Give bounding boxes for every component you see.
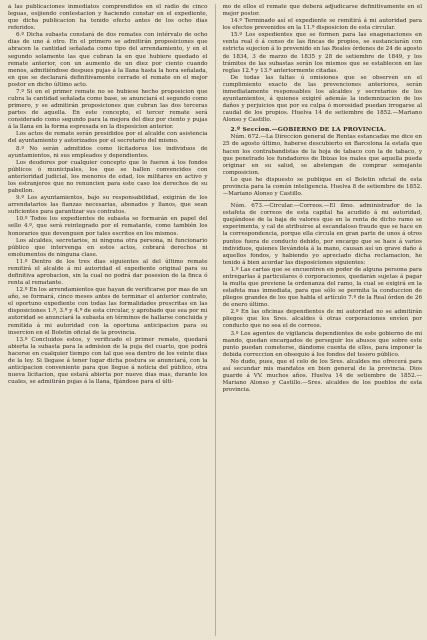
paragraph: Lo que he dispuesto se publique en el Boletin oficial de esta provincia para la común inteligencia. Huelva 8 de setiembre de 1852.—Mariano Alonso y Castillo. [222,176,423,198]
paragraph: 8.º No serán admitidos como licitadores los individuos de ayuntamientos, ni sus empleados y dependientes. [8,145,208,159]
separator-rule [253,200,393,201]
paragraph: á las publicaciones inmediatos comprendidos en el rádio de cinco leguas, esijiendo contestacion y haciendo constar en el expediente, que dicha publicacion ha tenido efecto antes de los ocho dias referidos. [8,4,208,32]
paragraph: De todas las faltas ú omisiones que se observen en el cumplimiento exacto de las prevenciones anteriores, serán inmediatamente responsables los alcaldes y secretarios de los ayuntamientos, á quienes exigiré además la indemnizacion de los daños y perjuicios que por su culpa ó morosidad puedan irrogarse al caudal de los propios. Huelva 14 de setiembre de 1852.—Mariano Alonso y Castillo. [222,74,423,124]
paragraph: 9.º Los ayuntamientos, bajo su responsabilidad, exigirán de los arrendatarios las fianzas necesarias, abonados y llanos, que sean suficientes para garantizar sus contratos. [8,195,208,216]
paragraph: 11.º Dentro de los tres dias siguientes al del último remate remitirá el alcalde á mi autoridad el expediente original para su definitiva aprobacion, sin la cual no podrá dar posesion de la finca ó renta al rematante. [8,258,208,287]
paragraph: No dudo, pues, que el celo de los Sres. alcaldes me ofrecerá para así secundar mis mandatos en bien general de la provincia. Dios guarde á VV. muchos años. Huelva 14 de setiembre de 1852.—Mariano Alonso y Castillo.—Sres. alcaldes de los pueblos de esta provincia. [222,358,423,394]
paragraph: Núm. 672.—La Direccion general de Rentas estancadas me dice en 25 de agosto último, haberse descubierto en Barcelona la estafa que hacen los contrabandistas de la hoja de tabaco con la de tabaco, y que penetrado los fundadores de Ibizas los males que aquella pueda originar en su salud, se abstengan de comprar semejante composicion. [222,134,423,176]
paragraph: 10.º Todos los expedientes de subasta se formarán en papel del sello 4.º, que será reintegrado por el rematante, como también los honorarios que devenguen por tales escritos en los mismos. [8,216,208,237]
paragraph: 1.º Las cartas que se encuentren en poder de alguna persona para entregarlas á particulares ó corporaciones, quedarán sujetas á pagar la multa que previene la ordenanza del ramo, la cual se exigirá en la estafeta mas inmediata, para que sólo se permita la conduccion de pliegos grandes de los que habla el artículo 7.º de la Real órden de 26 de enero último. [222,266,423,309]
paragraph: Núm. 673.—Circular.—Correos.—El ilmo. administrador de la estafeta de correos de esta capital ha acudido á mi autoridad, quejándose de la baja de valores que en la renta de dicho ramo se experimenta, y cal de atribuirse al escandaloso fraude que se hace en la correspondencia, porque ella circula en gran parte de unos á otros puntos fuera de conducto debido, por encargo que se hace á varios individuos, quienes llevándola á la mano, causan así un grave daño á aquellos fondos, y habiendo yo apreciado dicha reclamacion, he tenido á bien acordar las disposiciones siguientes: [222,203,423,266]
paragraph: 3.º Los agentes de vigilancia dependientes de este gobierno de mi mando, quedan encargados de perseguir los abusos que sobre este punto puedan cometerse, dándome cuenta de ellos, para imponer la debida correccion en obsequio á los fondos del tesoro público. [222,330,423,358]
paragraph: 7.º Si en el primer remate no se hubiese hecho proposicion que cubra la cantidad señalada como base, se anunciará el segundo como primero, y se admitirán proposiciones que cubran las dos terceras partes de aquella. En este concepto, el tercer remate será considerado como segundo para la mejora del diez por ciento y pujas á la llana en la forma espresada en la disposicion anterior. [8,88,208,131]
section-heading: 2.º Seccion.—GOBIERNO DE LA PROVINCIA. [230,126,387,134]
paragraph: 14.º Terminado así el expediente se remitirá á mi autoridad para los efectos prevenidos en la 11.ª disposicion de esta circular. [222,18,423,32]
paragraph: 6.º Dicha subasta constará de dos remates con intérvalo de ocho dias de uno á otro. En el primero se admitirán proposiciones que abracen la cantidad señalada como tipo del arrendamiento, y en el segundo solamente las que cubran la en que hubiere quedado el remate anterior, con un aumento de un diez por ciento cuando menos, admitiéndose despues pujas á la llana hasta la hora señalada, en que se declarará definitivamente cerrado el remate en el mejor postor en dicho último acto. [8,32,208,88]
paragraph: Los actos de remate serán presididos por el alcalde con asistencia del ayuntamiento y autorizados por el secretario del mismo. [8,131,208,145]
paragraph: Los alcaldes, secretarios, ni ninguna otra persona, ni funcionario público que intervenga en estos actos, cobrará derechos ni emolumentos de ninguna clase. [8,237,208,258]
right-column [223,4,423,636]
paragraph: 12.º En los arrendamientos que hayan de verificarse por mas de un año, se formará, cinco meses antes de terminar el anterior contrato, el oportuno expediente con todas las formalidades prescritas en las disposiciones 1.ª, 3.ª y 4.ª de esta circular, y aprobado que sea por mi autoridad se anunciará la subasta en términos de hallarse concluida y remitida á mi autoridad con la oportuna anticipacion para su insercion en el Boletin oficial de la provincia. [8,287,208,336]
paragraph: mo de ellos el remate que deberá adjudicarse definitivamente en el mejor postor. [222,4,423,18]
paragraph: Los deudores por cualquier concepto que lo fueren á los fondos públicos ó municipales, los que se hallen convencidos con anterioridad judicial, los menores de edad, los militares en activo y los estranjeros que no renuncien para este caso los derechos de su pabellon. [8,159,208,195]
paragraph: 13.º Concluidos estos, y verificado el primer remate, quedará abierta la subasta para la admision de la puja del cuarto, que podrá hacerse en cualquier tiempo con tal que sea dentro de los veinte dias de la ley. Si llegase á tener lugar dicha postura se anunciará, con la anticipacion conveniente para que llegue á noticia del público, otra nueva licitacion, que estará abierta por nueve dias mas, durante los cuales, se admitirán pujas á la llana, fijándose para el últi- [8,336,208,386]
left-column [8,4,208,636]
paragraph: 15.º Los expedientes que se formen para las enagenaciones en venta real ó á censo de las fincas de propios, se sustanciarán con estricta sujecion á lo prevenido en las Reales órdenes de 24 de agosto de 1834, 3 de marzo de 1835 y 28 de setiembre de 1849, y los trámites de las subastas serán los mismos que se establecen en las reglas 12.ª y 13.ª anteriormente citadas. [222,32,423,74]
paragraph: 2.º En las oficinas dependientes de mi autoridad no se admitirán pliegos que los Sres. alcaldes ú otras corporaciones envíen por conducto que no sea el de correos. [222,309,423,330]
column-divider [215,4,216,636]
